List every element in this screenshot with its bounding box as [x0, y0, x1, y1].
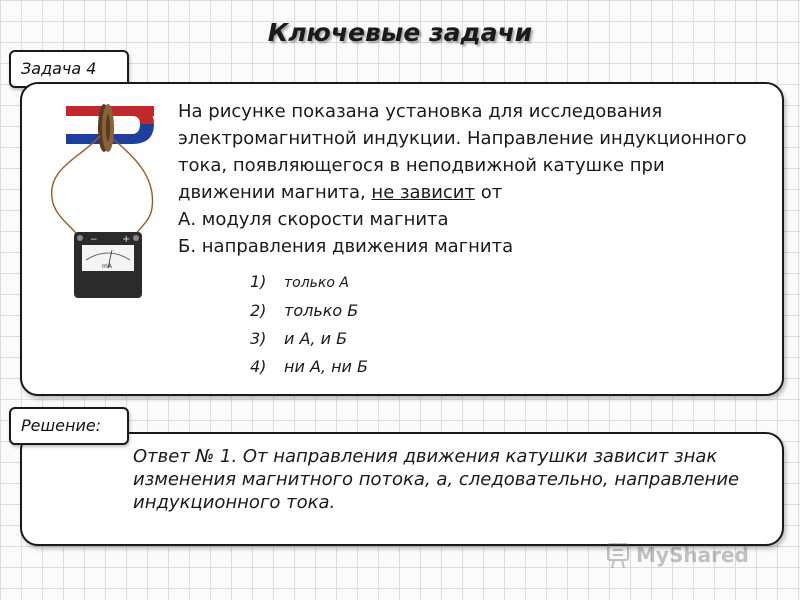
option-1: [250, 272, 349, 291]
meter-minus-label: −: [90, 235, 98, 245]
question-part2: от: [474, 182, 503, 203]
option-text: и А, и Б: [284, 329, 348, 348]
option-number: 2): [250, 301, 267, 320]
option-2: [250, 301, 358, 320]
solution-text: Ответ № 1. От направления движения катушки зависит знак изменения магнитного потока, а, следовательно, направление индукционного тока.: [133, 446, 740, 513]
galvanometer-icon: [74, 232, 142, 298]
wire-icon: [52, 136, 153, 240]
option-number: 3): [250, 329, 267, 348]
question-part1: На рисунке показана установка для исследования электромагнитной индукции. Направление индукционного тока, появляющегося в неподвижной катушке при движении магнита,: [178, 101, 747, 203]
option-number: 4): [250, 357, 267, 376]
option-text: только Б: [284, 301, 359, 320]
option-3: [250, 329, 347, 348]
option-text: ни А, ни Б: [284, 357, 368, 376]
coil-icon: [98, 104, 114, 152]
meter-plus-label: +: [122, 234, 131, 245]
task-tag: Задача 4: [9, 50, 129, 88]
question-item-b: Б. направления движения магнита: [178, 236, 514, 257]
question-item-a: А. модуля скорости магнита: [178, 209, 449, 230]
watermark-text: MyShared: [636, 543, 749, 567]
induction-setup-illustration: [40, 98, 160, 303]
watermark-icon: [608, 544, 628, 568]
meter-unit-label: mA: [102, 263, 112, 270]
option-text: только А: [284, 275, 349, 291]
slide-title: Ключевые задачи: [267, 18, 533, 47]
question-underlined: не зависит: [371, 182, 475, 203]
option-4: [250, 357, 368, 376]
watermark-logo: [606, 538, 776, 572]
option-number: 1): [250, 272, 267, 291]
solution-tag: Решение:: [9, 407, 129, 445]
question-text: [178, 98, 758, 260]
